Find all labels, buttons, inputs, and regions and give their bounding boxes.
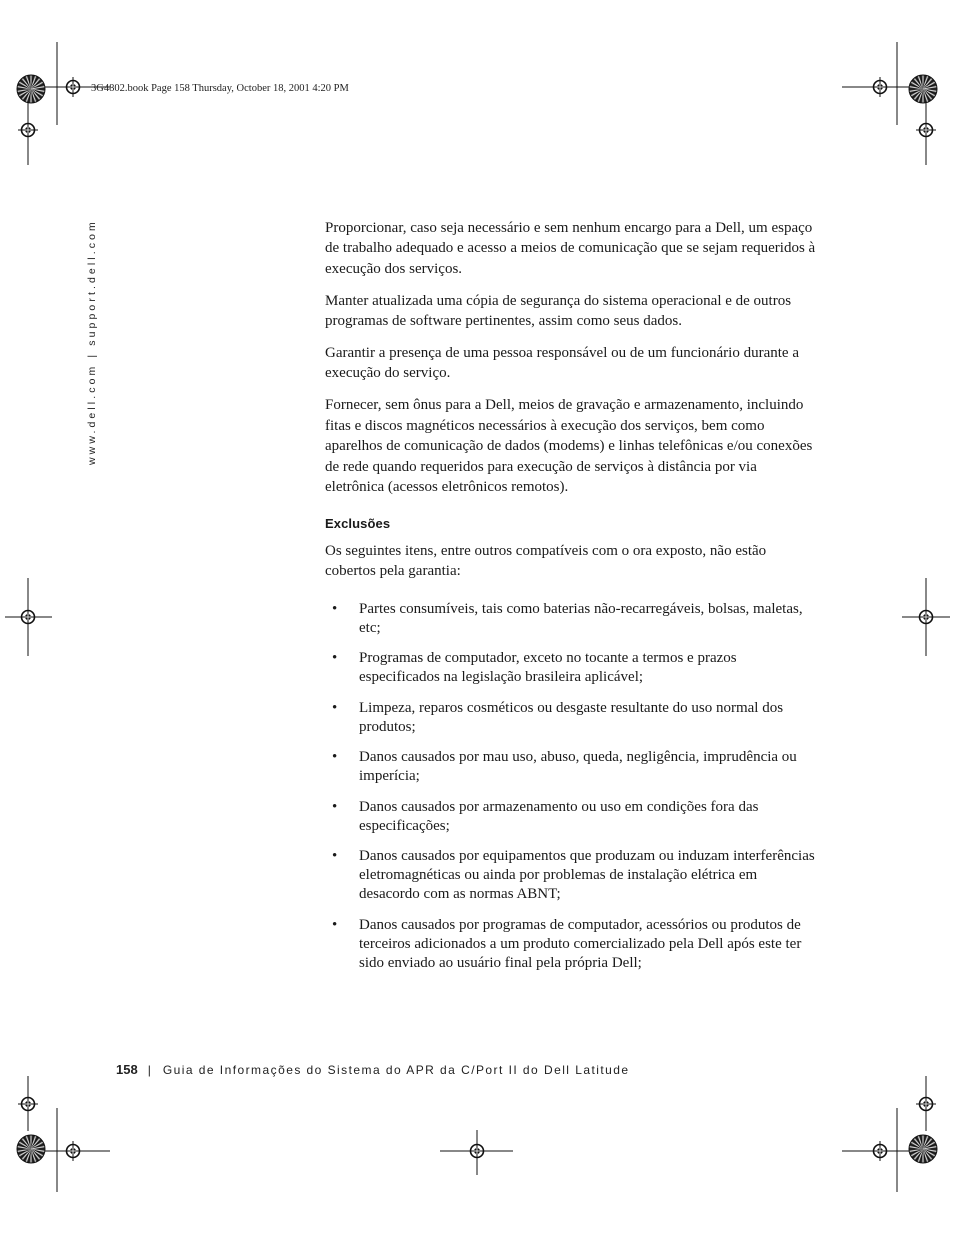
- exclusions-list: [325, 600, 817, 973]
- paragraph: Fornecer, sem ônus para a Dell, meios de gravação e armazenamento, incluindo fitas e discos magnéticos necessários à execução dos serviços, bem como aparelhos de comunicação de dados (modems) e linhas telefônicas e/ou conexões de rede quando requeridos para execução de serviços à distância por via eletrônica (acessos eletrônicos remotos).: [325, 397, 813, 495]
- footer-separator: |: [147, 1063, 151, 1077]
- paragraph: Garantir a presença de uma pessoa responsável ou de um funcionário durante a execução do serviço.: [325, 345, 799, 382]
- list-item: [325, 847, 817, 904]
- registration-crosshair-icon: [916, 120, 936, 140]
- main-content: [325, 218, 817, 984]
- print-header-slug: 3G4802.book Page 158 Thursday, October 18, 2001 4:20 PM: [91, 83, 349, 94]
- registration-crosshair-icon: [18, 607, 38, 627]
- starburst-registration-icon: [909, 75, 937, 103]
- starburst-registration-icon: [17, 1135, 45, 1163]
- list-item-text: Danos causados por mau uso, abuso, queda, negligência, imprudência ou imperícia;: [359, 749, 797, 785]
- bullet-icon: •: [332, 600, 338, 617]
- starburst-registration-icon: [909, 1135, 937, 1163]
- list-item-text: Danos causados por armazenamento ou uso em condições fora das especificações;: [359, 798, 759, 834]
- section-heading: Exclusões: [325, 516, 391, 532]
- footer-title: Guia de Informações do Sistema do APR da C/Port II do Dell Latitude: [162, 1063, 630, 1077]
- list-item: [325, 798, 817, 836]
- page-number: 158: [116, 1062, 138, 1077]
- registration-crosshair-icon: [467, 1141, 487, 1161]
- list-item-text: Partes consumíveis, tais como baterias não-recarregáveis, bolsas, maletas, etc;: [359, 600, 803, 636]
- registration-crosshair-icon: [18, 1094, 38, 1114]
- list-item-text: Limpeza, reparos cosméticos ou desgaste resultante do uso normal dos produtos;: [359, 699, 784, 735]
- bullet-icon: •: [332, 798, 338, 815]
- list-item: [325, 699, 817, 737]
- section-intro: Os seguintes itens, entre outros compatíveis com o ora exposto, não estão cobertos pela garantia:: [325, 542, 767, 580]
- bullet-icon: •: [332, 699, 338, 716]
- bullet-icon: •: [332, 749, 338, 766]
- list-item: [325, 600, 817, 638]
- registration-crosshair-icon: [916, 607, 936, 627]
- paragraph: Proporcionar, caso seja necessário e sem nenhum encargo para a Dell, um espaço de trabalho adequado e acesso a meios de comunicação que se sejam requeridos à execução dos serviços.: [325, 220, 816, 277]
- paragraph: Manter atualizada uma cópia de segurança do sistema operacional e de outros programas de software pertinentes, assim como seus dados.: [325, 292, 792, 330]
- list-item-text: Programas de computador, exceto no tocante a termos e prazos especificados na legislação brasileira aplicável;: [359, 650, 737, 686]
- registration-crosshair-icon: [18, 120, 38, 140]
- list-item-text: Danos causados por programas de computador, acessórios ou produtos de terceiros adicionados a um produto comercializado pela Dell após este ter sido enviado ao usuário final pela própria Dell;: [359, 916, 802, 971]
- bullet-icon: •: [332, 848, 338, 865]
- list-item: [325, 916, 817, 973]
- page-footer: [116, 1062, 630, 1077]
- list-item-text: Danos causados por equipamentos que produzam ou induzam interferências eletromagnéticas ou ainda por problemas de instalação elétrica em desacordo com as normas ABNT;: [359, 848, 815, 903]
- list-item: [325, 649, 817, 687]
- registration-crosshair-icon: [63, 77, 83, 97]
- side-url-text: www.dell.com | support.dell.com: [86, 219, 98, 465]
- list-item: [325, 748, 817, 786]
- bullet-icon: •: [332, 650, 338, 667]
- registration-crosshair-icon: [63, 1141, 83, 1161]
- bullet-icon: •: [332, 916, 338, 933]
- registration-crosshair-icon: [916, 1094, 936, 1114]
- registration-crosshair-icon: [870, 1141, 890, 1161]
- registration-crosshair-icon: [870, 77, 890, 97]
- starburst-registration-icon: [17, 75, 45, 103]
